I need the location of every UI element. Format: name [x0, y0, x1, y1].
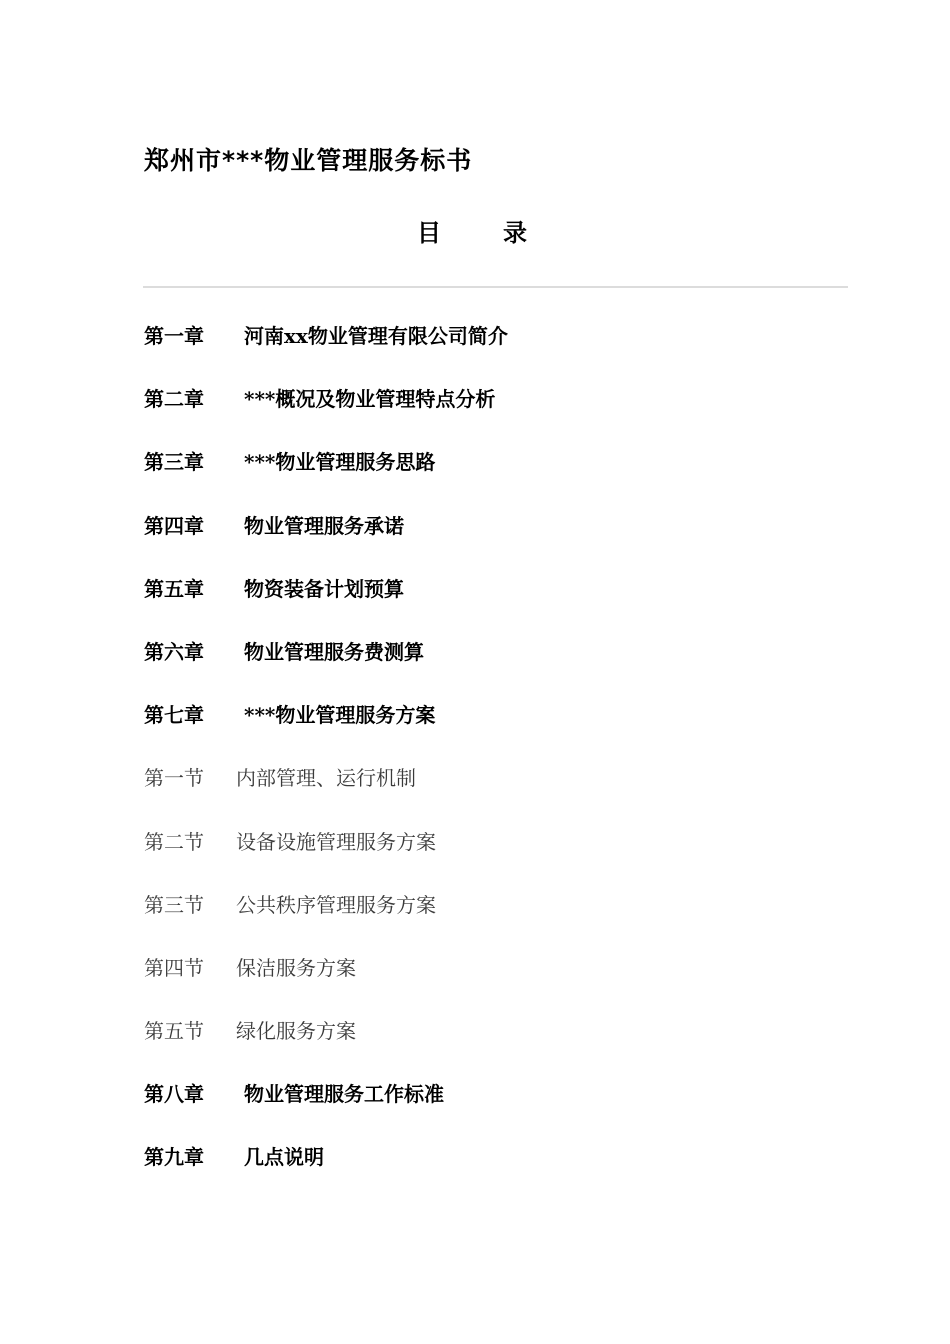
toc-entry-number: 第三节 [144, 892, 204, 917]
toc-entry-number: 第五章 [144, 576, 204, 601]
toc-entry-title: 公共秩序管理服务方案 [236, 892, 436, 917]
toc-entry-number: 第三章 [144, 450, 204, 475]
toc-entry-title: 河南xx物业管理有限公司简介 [244, 324, 508, 348]
toc-entry-title: ***物业管理服务方案 [244, 703, 436, 728]
toc-entry-title: 绿化服务方案 [236, 1019, 356, 1044]
toc-entry-chapter-5[interactable] [144, 571, 508, 634]
toc-entry-section-5[interactable] [144, 1013, 508, 1076]
toc-heading-char-2: 录 [503, 219, 527, 247]
toc-entry-number: 第一章 [144, 324, 204, 348]
toc-entry-chapter-3[interactable] [144, 444, 508, 507]
toc-heading [417, 216, 527, 250]
toc-heading-char-1: 目 [417, 219, 441, 247]
toc-entry-chapter-7[interactable] [144, 697, 508, 760]
toc-entry-title: ***概况及物业管理特点分析 [244, 387, 496, 412]
toc-entry-title: 设备设施管理服务方案 [236, 829, 436, 854]
toc-entry-number: 第四章 [144, 513, 204, 538]
toc-entry-chapter-1[interactable] [144, 318, 508, 381]
toc-entry-chapter-9[interactable] [144, 1139, 508, 1202]
toc-entry-chapter-8[interactable] [144, 1076, 508, 1139]
toc-entry-title: 物业管理服务费测算 [244, 639, 424, 664]
toc-entry-title: 保洁服务方案 [236, 955, 356, 980]
toc-entry-title: ***物业管理服务思路 [244, 450, 436, 475]
toc-entry-number: 第四节 [144, 955, 204, 980]
toc-entry-title: 物资装备计划预算 [244, 576, 404, 601]
toc-entry-number: 第八章 [144, 1082, 204, 1107]
toc-entry-title: 内部管理、运行机制 [236, 766, 416, 791]
toc-entry-title: 物业管理服务工作标准 [244, 1082, 444, 1107]
toc-entry-number: 第六章 [144, 639, 204, 664]
toc-entry-title: 物业管理服务承诺 [244, 513, 404, 538]
toc-entry-number: 第二章 [144, 387, 204, 412]
toc-entry-chapter-4[interactable] [144, 508, 508, 571]
heading-divider [143, 286, 848, 288]
toc-entry-title: 几点说明 [244, 1145, 324, 1170]
table-of-contents [144, 318, 508, 1203]
toc-entry-chapter-2[interactable] [144, 381, 508, 444]
toc-entry-number: 第五节 [144, 1019, 204, 1044]
toc-entry-chapter-6[interactable] [144, 634, 508, 697]
toc-entry-number: 第一节 [144, 766, 204, 791]
toc-entry-section-1[interactable] [144, 760, 508, 823]
toc-entry-number: 第七章 [144, 703, 204, 728]
toc-entry-number: 第九章 [144, 1145, 204, 1170]
toc-entry-section-3[interactable] [144, 887, 508, 950]
toc-entry-section-2[interactable] [144, 824, 508, 887]
document-title: 郑州市***物业管理服务标书 [144, 146, 473, 175]
toc-entry-number: 第二节 [144, 829, 204, 854]
toc-entry-section-4[interactable] [144, 950, 508, 1013]
